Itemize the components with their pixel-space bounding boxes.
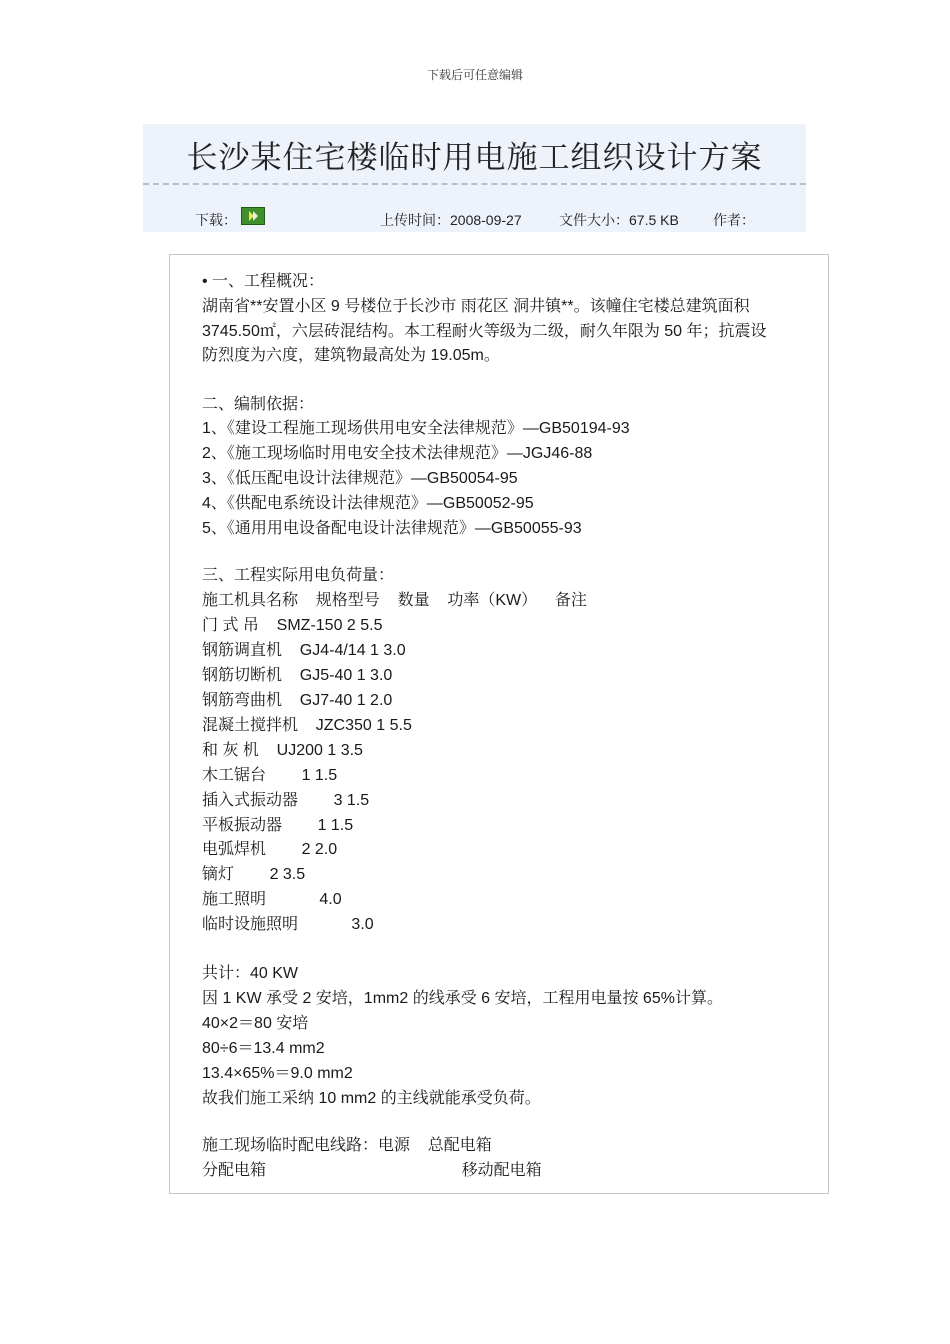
table-row: 木工锯台 1 1.5	[202, 767, 338, 784]
text-line: 故我们施工采纳 10 mm2 的主线就能承受负荷。	[202, 1090, 541, 1107]
top-note: 下载后可任意编辑	[426, 68, 523, 82]
table-row: 门 式 吊 SMZ-150 2 5.5	[202, 617, 383, 634]
dashed-divider	[143, 183, 806, 185]
text-line: 4、《供配电系统设计法律规范》—GB50052-95	[202, 495, 534, 512]
download-label: 下载：	[195, 212, 237, 228]
content-panel	[169, 254, 829, 1194]
document-title: 长沙某住宅楼临时用电施工组织设计方案	[186, 140, 763, 175]
calc-line: 40×2＝80 安培	[202, 1015, 309, 1032]
table-row: 电弧焊机 2 2.0	[202, 841, 338, 858]
table-row: 钢筋弯曲机 GJ7-40 1 2.0	[202, 692, 393, 709]
text-line: 分配电箱 移动配电箱	[202, 1162, 542, 1179]
text-line: 湖南省**安置小区 9 号楼位于长沙市 雨花区 洞井镇**。该幢住宅楼总建筑面积	[202, 298, 750, 315]
file-size: 文件大小：67.5 KB	[559, 212, 679, 228]
text-line: 3、《低压配电设计法律规范》—GB50054-95	[202, 470, 518, 487]
table-header: 施工机具名称 规格型号 数量 功率（KW） 备注	[202, 592, 587, 609]
table-row: 插入式振动器 3 1.5	[202, 792, 370, 809]
table-row: 混凝土搅拌机 JZC350 1 5.5	[202, 717, 412, 734]
upload-time: 上传时间：2008-09-27	[380, 212, 522, 228]
section-heading: • 一、工程概况：	[202, 273, 325, 290]
document-header	[143, 124, 806, 232]
text-line: 因 1 KW 承受 2 安培，1mm2 的线承受 6 安培，工程用电量按 65%计算。	[202, 990, 723, 1007]
calc-line: 80÷6＝13.4 mm2	[202, 1040, 325, 1057]
total-line: 共计：40 KW	[202, 965, 299, 982]
calc-line: 13.4×65%＝9.0 mm2	[202, 1065, 353, 1082]
table-row: 平板振动器 1 1.5	[202, 817, 354, 834]
table-row: 和 灰 机 UJ200 1 3.5	[202, 742, 363, 759]
text-line: 施工现场临时配电线路：电源 总配电箱	[202, 1137, 492, 1154]
text-line: 2、《施工现场临时用电安全技术法律规范》—JGJ46-88	[202, 445, 593, 462]
section-heading: 二、编制依据：	[202, 396, 315, 413]
table-row: 镝灯 2 3.5	[202, 866, 306, 883]
table-row: 施工照明 4.0	[202, 891, 342, 908]
text-line: 1、《建设工程施工现场供用电安全法律规范》—GB50194-93	[202, 420, 630, 437]
text-line: 3745.50㎡，六层砖混结构。本工程耐火等级为二级，耐久年限为 50 年；抗震设	[202, 323, 767, 340]
table-row: 钢筋切断机 GJ5-40 1 3.0	[202, 667, 393, 684]
table-row: 临时设施照明 3.0	[202, 916, 374, 933]
text-line: 防烈度为六度，建筑物最高处为 19.05m。	[202, 347, 500, 364]
table-row: 钢筋调直机 GJ4-4/14 1 3.0	[202, 642, 406, 659]
download-icon[interactable]	[241, 207, 265, 225]
text-line: 5、《通用用电设备配电设计法律规范》—GB50055-93	[202, 520, 582, 537]
section-heading: 三、工程实际用电负荷量：	[202, 567, 395, 584]
author-label: 作者：	[713, 212, 755, 228]
